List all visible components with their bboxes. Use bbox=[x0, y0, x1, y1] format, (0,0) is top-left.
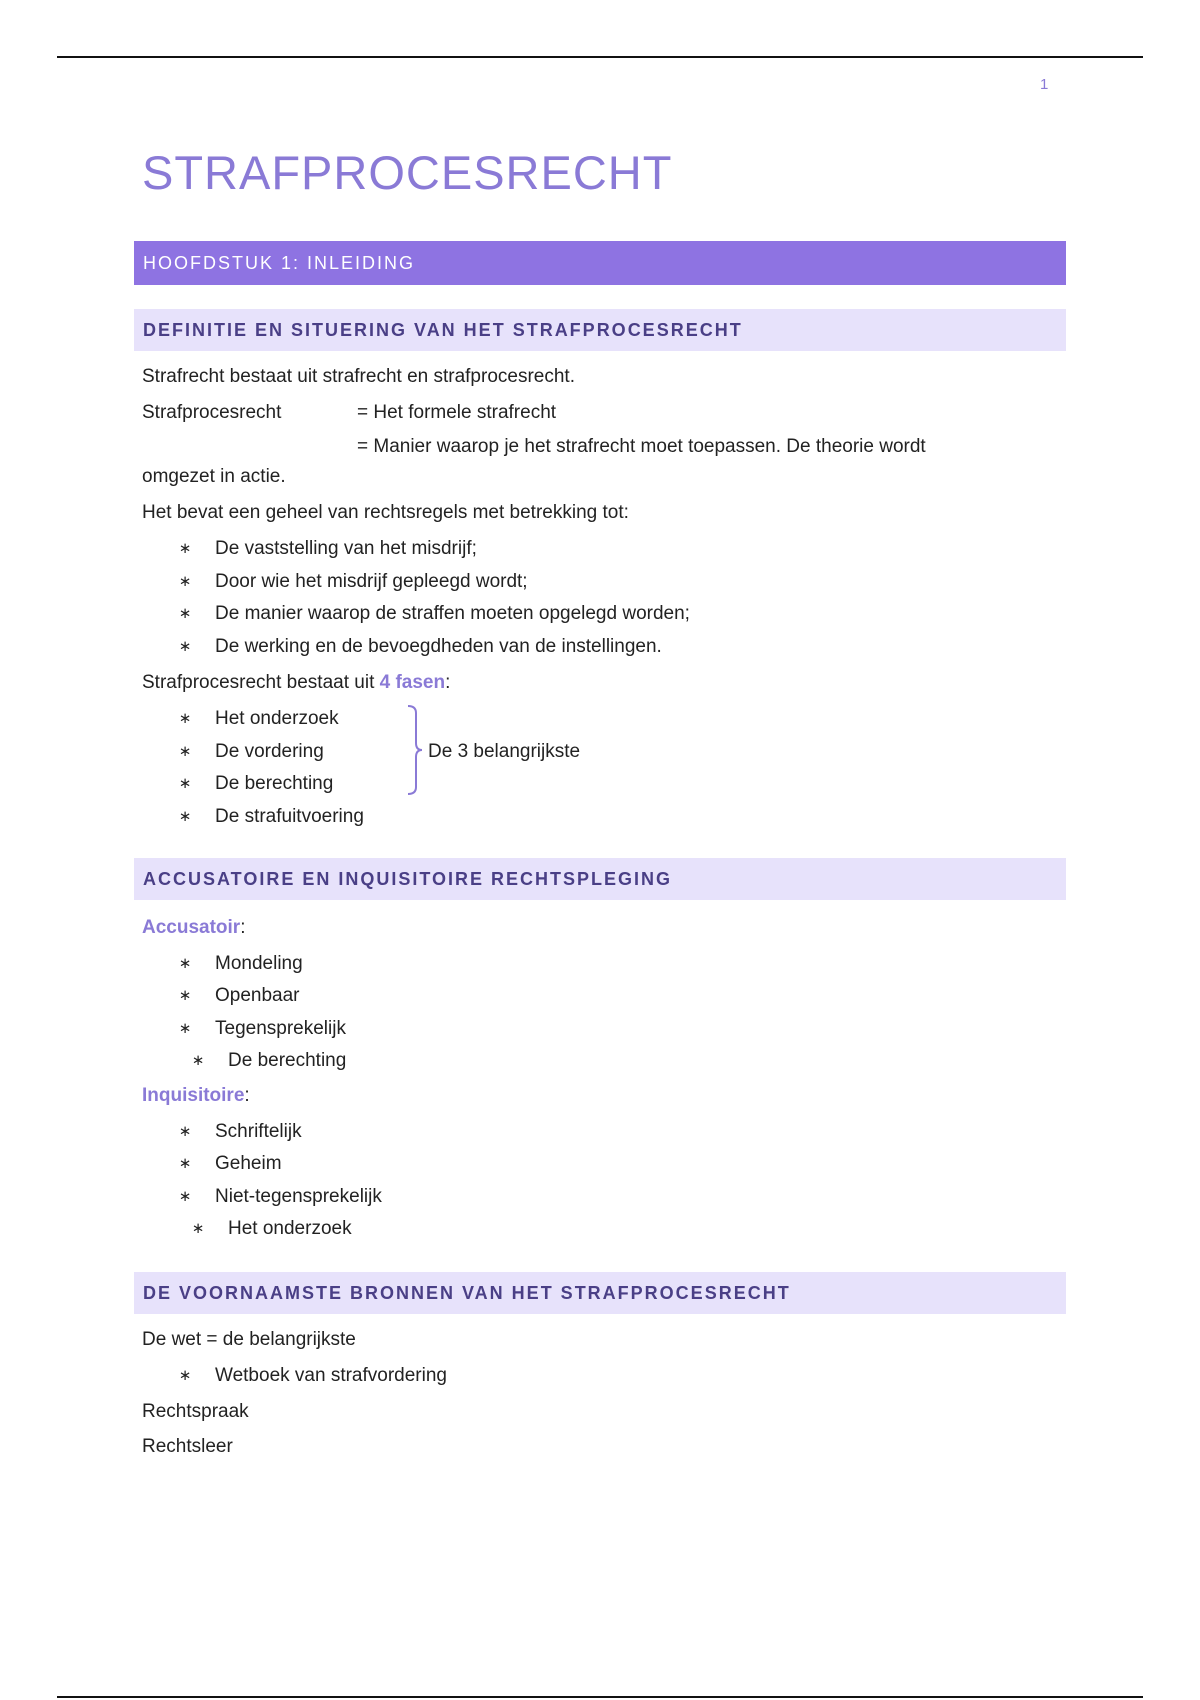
list-item: Niet-tegensprekelijk bbox=[215, 1186, 382, 1207]
curly-brace-icon bbox=[406, 705, 428, 795]
phases-intro bbox=[142, 671, 450, 695]
inquisitoire-label bbox=[142, 1084, 250, 1108]
bullet: ∗ bbox=[178, 605, 192, 622]
definition-1: = Het formele strafrecht bbox=[357, 402, 557, 423]
bullet: ∗ bbox=[178, 1188, 192, 1205]
definition-2-continued: omgezet in actie. bbox=[142, 466, 286, 487]
bottom-rule bbox=[57, 1696, 1143, 1698]
bullet: ∗ bbox=[178, 1123, 192, 1140]
list-item: De vaststelling van het misdrijf; bbox=[215, 538, 477, 559]
bullet: ∗ bbox=[178, 955, 192, 972]
phases-highlight: 4 fasen bbox=[379, 672, 446, 693]
bullet: ∗ bbox=[178, 1155, 192, 1172]
list-item: Wetboek van strafvordering bbox=[215, 1365, 447, 1386]
intro-text: Strafrecht bestaat uit strafrecht en strafprocesrecht. bbox=[142, 366, 575, 387]
phases-intro-text: Strafprocesrecht bestaat uit bbox=[142, 672, 380, 693]
bullet: ∗ bbox=[178, 1367, 192, 1384]
list-item: De werking en de bevoegdheden van de instellingen. bbox=[215, 636, 662, 657]
list-item: Openbaar bbox=[215, 985, 300, 1006]
bullet: ∗ bbox=[178, 743, 192, 760]
document-title: STRAFPROCESRECHT bbox=[142, 146, 673, 199]
chapter-heading: HOOFDSTUK 1: INLEIDING bbox=[134, 241, 1066, 285]
source-rechtspraak: Rechtspraak bbox=[142, 1401, 249, 1422]
list-item: Mondeling bbox=[215, 953, 303, 974]
inquisitoire-colon: : bbox=[244, 1085, 250, 1106]
rules-intro: Het bevat een geheel van rechtsregels met betrekking tot: bbox=[142, 502, 629, 523]
list-item: Door wie het misdrijf gepleegd wordt; bbox=[215, 571, 528, 592]
section-heading-rechtspleging: ACCUSATOIRE EN INQUISITOIRE RECHTSPLEGING bbox=[134, 858, 1066, 900]
accusatoir-label bbox=[142, 916, 245, 940]
list-item: Schriftelijk bbox=[215, 1121, 302, 1142]
definition-2: = Manier waarop je het strafrecht moet toepassen. De theorie wordt bbox=[357, 436, 926, 457]
inquisitoire-term: Inquisitoire bbox=[142, 1085, 245, 1106]
term-label: Strafprocesrecht bbox=[142, 402, 282, 423]
bullet: ∗ bbox=[191, 1052, 205, 1069]
list-item: Tegensprekelijk bbox=[215, 1018, 346, 1039]
phase-item: Het onderzoek bbox=[215, 708, 339, 729]
section-heading-definitie: DEFINITIE EN SITUERING VAN HET STRAFPROCESRECHT bbox=[134, 309, 1066, 351]
page-number: 1 bbox=[1040, 76, 1049, 93]
accusatoir-term: Accusatoir bbox=[142, 917, 241, 938]
sub-list-item: Het onderzoek bbox=[228, 1218, 352, 1239]
bullet: ∗ bbox=[178, 1020, 192, 1037]
list-item: De manier waarop de straffen moeten opgelegd worden; bbox=[215, 603, 690, 624]
section-heading-bronnen: DE VOORNAAMSTE BRONNEN VAN HET STRAFPROCESRECHT bbox=[134, 1272, 1066, 1314]
bullet: ∗ bbox=[178, 987, 192, 1004]
bullet: ∗ bbox=[191, 1220, 205, 1237]
bullet: ∗ bbox=[178, 540, 192, 557]
accusatoir-colon: : bbox=[240, 917, 246, 938]
source-rechtsleer: Rechtsleer bbox=[142, 1436, 233, 1457]
brace-note: De 3 belangrijkste bbox=[428, 741, 581, 762]
bullet: ∗ bbox=[178, 808, 192, 825]
bullet: ∗ bbox=[178, 775, 192, 792]
bullet: ∗ bbox=[178, 573, 192, 590]
top-rule bbox=[57, 56, 1143, 58]
phase-item: De berechting bbox=[215, 773, 334, 794]
list-item: Geheim bbox=[215, 1153, 282, 1174]
bullet: ∗ bbox=[178, 638, 192, 655]
bullet: ∗ bbox=[178, 710, 192, 727]
phase-item: De vordering bbox=[215, 741, 324, 762]
phases-colon: : bbox=[445, 672, 451, 693]
law-text: De wet = de belangrijkste bbox=[142, 1329, 356, 1350]
sub-list-item: De berechting bbox=[228, 1050, 347, 1071]
phase-item: De strafuitvoering bbox=[215, 806, 364, 827]
